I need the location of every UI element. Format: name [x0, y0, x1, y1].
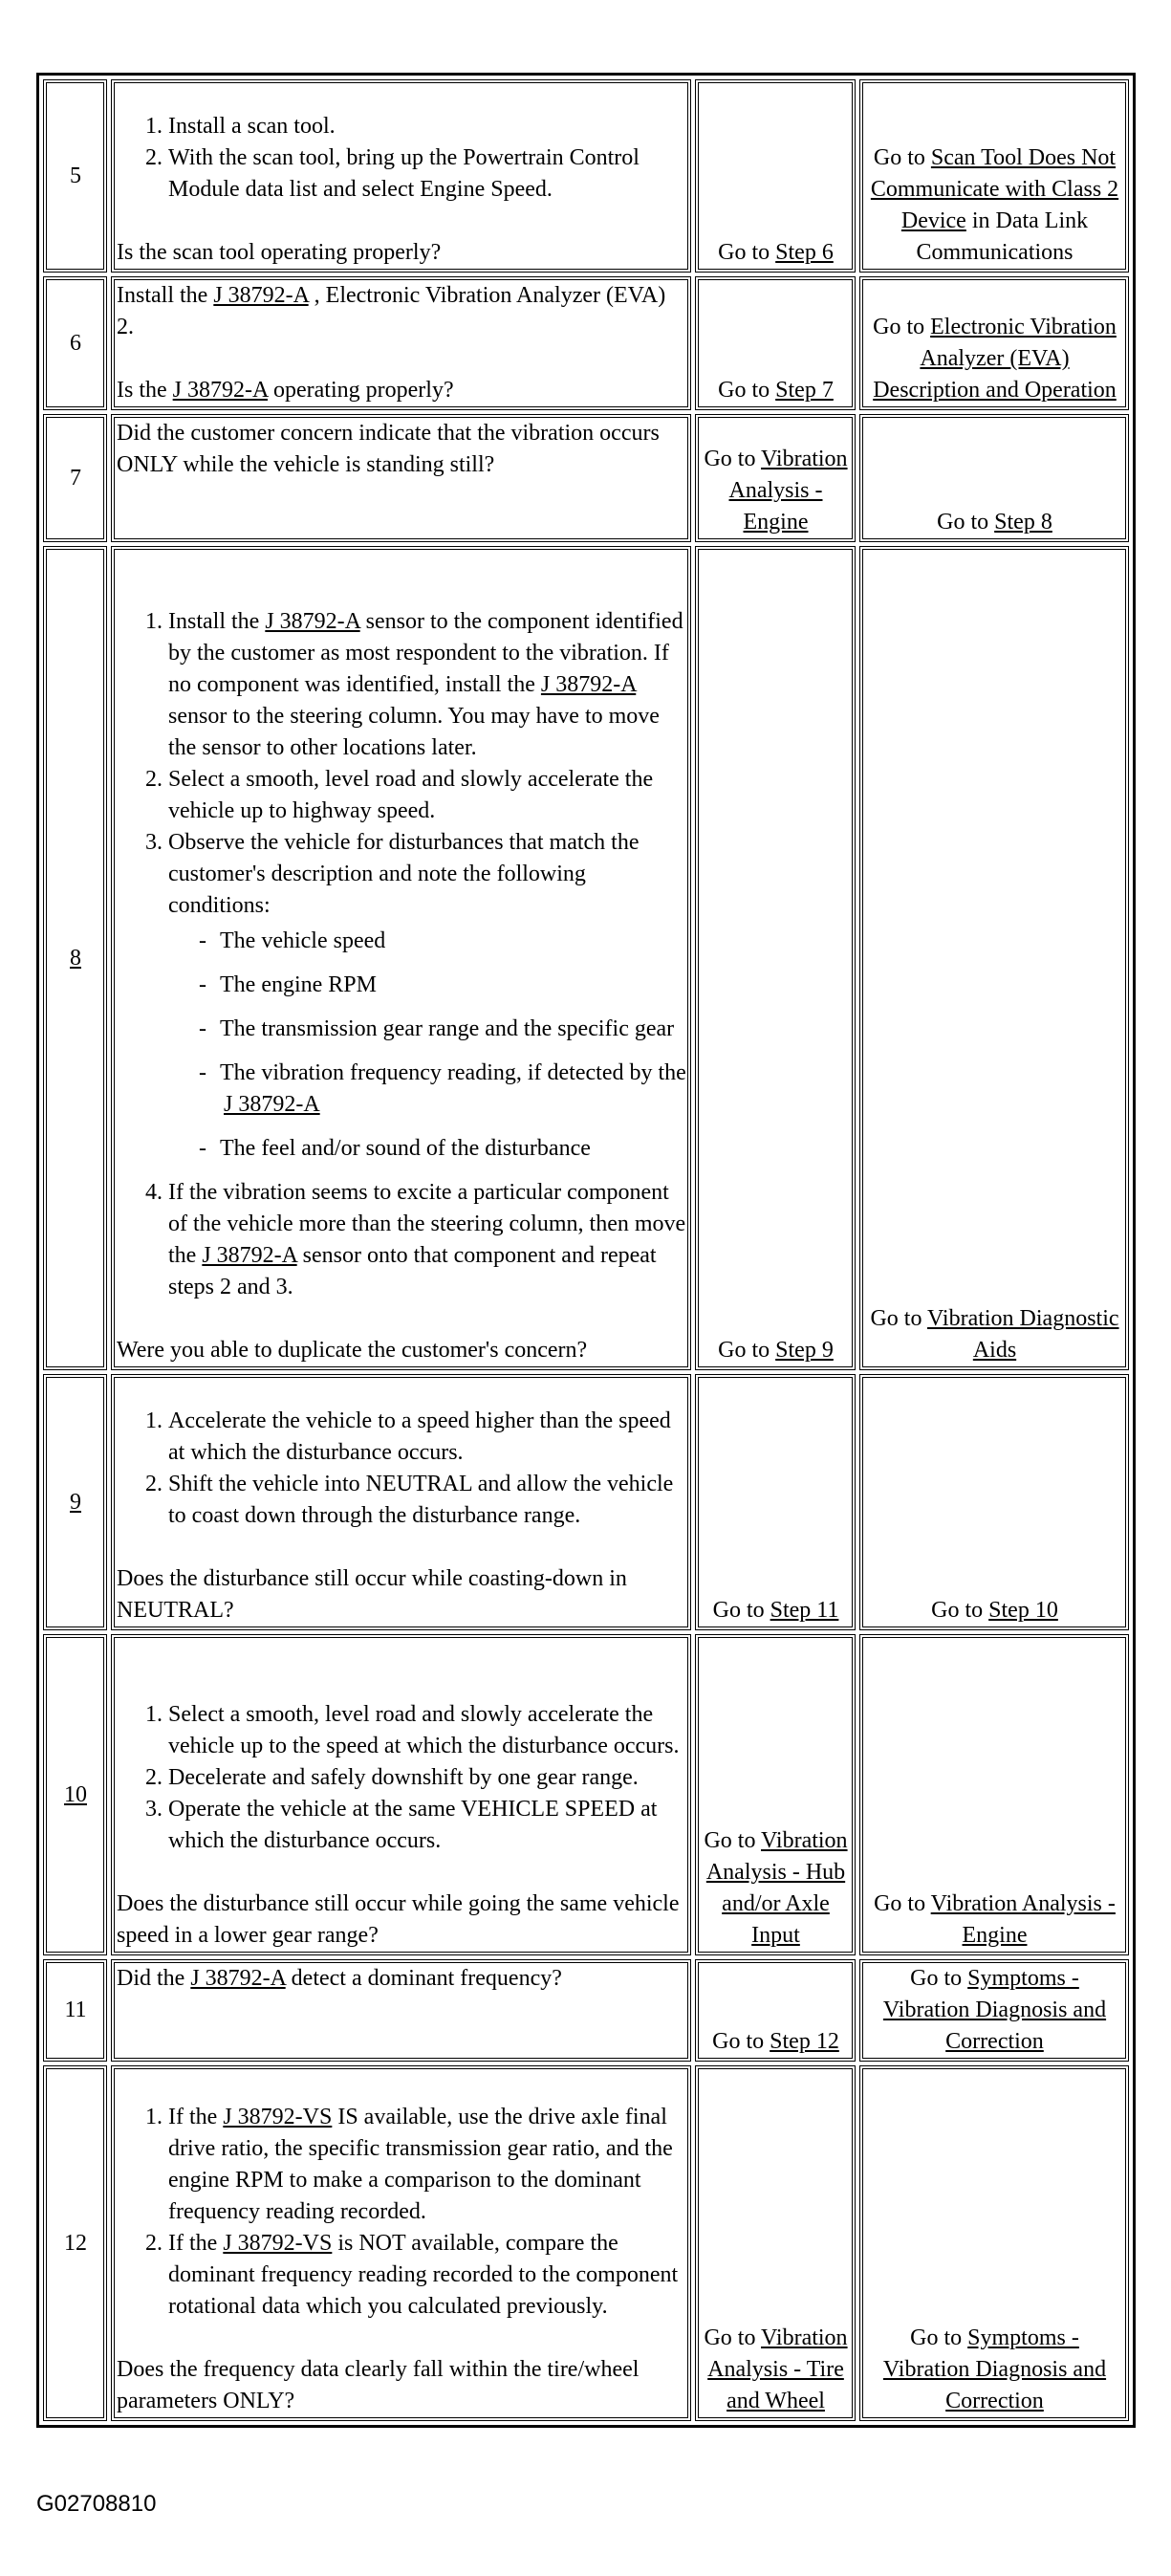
procedure-link[interactable]: Symptoms - Vibration Diagnosis and Correction [882, 1966, 1107, 2054]
yes-cell: Go to Vibration Analysis - Tire and Wheel [695, 2065, 856, 2421]
tool-link[interactable]: J 38792-A [213, 283, 309, 308]
table-row [43, 414, 1129, 542]
step-number-link[interactable]: 10 [64, 1781, 87, 1807]
list-item: 4. If the vibration seems to excite a particular component of the vehicle more than the steering column, then move the J 38792-A sensor onto that component and repeat steps 2 and 3. [168, 1177, 686, 1303]
question-text: Does the disturbance still occur while going the same vehicle speed in a lower gear range? [117, 1891, 680, 1948]
tool-link[interactable]: J 38792-A [224, 1092, 320, 1117]
table-row [43, 546, 1129, 1370]
no-cell: Go to Electronic Vibration Analyzer (EVA) Description and Operation [859, 276, 1129, 410]
tool-link[interactable]: J 38792-A [172, 378, 268, 403]
table-row [43, 2065, 1129, 2421]
procedure-link[interactable]: Vibration Analysis - Hub and/or Axle Input [705, 1828, 848, 1948]
tool-link[interactable]: J 38792-A [540, 672, 637, 697]
list-item: - The feel and/or sound of the disturbance [199, 1133, 686, 1165]
question-text: Does the frequency data clearly fall within the tire/wheel parameters ONLY? [117, 2357, 640, 2413]
table-row [43, 1959, 1129, 2062]
list-item: 1. Accelerate the vehicle to a speed higher than the speed at which the disturbance occurs. [168, 1406, 686, 1469]
tool-link[interactable]: J 38792-VS [223, 2105, 333, 2129]
procedure-link[interactable]: Vibration Analysis - Engine [728, 447, 848, 535]
step-number [43, 1634, 107, 1955]
condition-list [168, 926, 686, 1165]
table-row [43, 79, 1129, 273]
step-link[interactable]: Step 12 [770, 2029, 839, 2054]
no-cell: Go to Symptoms - Vibration Diagnosis and Correction [859, 1959, 1129, 2062]
yes-cell: Go to Vibration Analysis - Hub and/or Axle Input [695, 1634, 856, 1955]
procedure-link[interactable]: Scan Tool Does Not Communicate with Class 2 Device [870, 145, 1119, 233]
action-cell [111, 1374, 691, 1630]
question-text: Is the J 38792-A operating properly? [117, 378, 454, 403]
table-row [43, 276, 1129, 410]
action-cell [111, 1634, 691, 1955]
list-item: 2. With the scan tool, bring up the Powertrain Control Module data list and select Engine Speed. [168, 142, 686, 206]
tool-link[interactable]: J 38792-A [202, 1243, 297, 1268]
procedure-link[interactable]: Symptoms - Vibration Diagnosis and Correction [882, 2325, 1107, 2413]
action-cell [111, 1959, 691, 2062]
action-cell [111, 2065, 691, 2421]
question-text: Did the customer concern indicate that the vibration occurs ONLY while the vehicle is standing still? [117, 421, 660, 477]
no-cell: Go to Step 8 [859, 414, 1129, 542]
question-text: Were you able to duplicate the customer's concern? [117, 1338, 588, 1363]
list-item: 1. Install a scan tool. [168, 111, 686, 142]
list-item: 1. Install the J 38792-A sensor to the component identified by the customer as most respondent to the vibration. If no component was identified, install the J 38792-A sensor to the steering column. You may have to move the sensor to other locations later. [168, 606, 686, 764]
list-item: 2. If the J 38792-VS is NOT available, compare the dominant frequency reading recorded to the component rotational data which you calculated previously. [168, 2228, 686, 2323]
action-cell [111, 79, 691, 273]
step-link[interactable]: Step 8 [994, 510, 1052, 535]
no-cell: Go to Scan Tool Does Not Communicate with Class 2 Device in Data Link Communications [859, 79, 1129, 273]
list-item: 3. Observe the vehicle for disturbances that match the customer's description and note the following conditions: - The vehicle speed - The engine RPM - The transmission gear range and the specific gear - The vibration frequency reading, if detected by the J 38792-A - The feel and/or sound of the disturbance [168, 827, 686, 1165]
action-cell [111, 414, 691, 542]
list-item: 2. Decelerate and safely downshift by one gear range. [168, 1762, 686, 1794]
list-item: - The engine RPM [199, 970, 686, 1001]
table-row [43, 1634, 1129, 1955]
action-list [117, 606, 686, 1303]
yes-cell: Go to Step 7 [695, 276, 856, 410]
step-number: 11 [43, 1959, 107, 2062]
step-link[interactable]: Step 6 [775, 240, 834, 265]
list-item: 3. Operate the vehicle at the same VEHICLE SPEED at which the disturbance occurs. [168, 1794, 686, 1857]
yes-cell: Go to Step 12 [695, 1959, 856, 2062]
step-number: 6 [43, 276, 107, 410]
tool-link[interactable]: J 38792-VS [223, 2231, 333, 2256]
step-number [43, 1374, 107, 1630]
procedure-link[interactable]: Electronic Vibration Analyzer (EVA) Description and Operation [873, 315, 1117, 403]
procedure-link[interactable]: Vibration Analysis - Engine [930, 1891, 1116, 1948]
question-text: Is the scan tool operating properly? [117, 240, 442, 265]
yes-cell: Go to Vibration Analysis - Engine [695, 414, 856, 542]
action-text: Install the J 38792-A , Electronic Vibration Analyzer (EVA) 2. [117, 283, 666, 339]
list-item: - The vibration frequency reading, if detected by the J 38792-A [199, 1058, 686, 1121]
no-cell: Go to Vibration Diagnostic Aids [859, 546, 1129, 1370]
action-list [117, 1699, 686, 1857]
action-cell [111, 546, 691, 1370]
step-number-link[interactable]: 8 [70, 945, 81, 971]
question-text: Does the disturbance still occur while coasting-down in NEUTRAL? [117, 1566, 627, 1623]
tool-link[interactable]: J 38792-A [265, 609, 360, 634]
list-item: - The transmission gear range and the specific gear [199, 1014, 686, 1045]
figure-id: G02708810 [36, 2491, 157, 2517]
step-link[interactable]: Step 9 [775, 1338, 834, 1363]
question-text: Did the J 38792-A detect a dominant frequency? [117, 1966, 562, 1991]
step-number: 5 [43, 79, 107, 273]
step-number: 12 [43, 2065, 107, 2421]
list-item: 2. Select a smooth, level road and slowly accelerate the vehicle up to highway speed. [168, 764, 686, 827]
step-number: 7 [43, 414, 107, 542]
action-list [117, 1406, 686, 1532]
action-list [117, 2102, 686, 2323]
list-item: 1. Select a smooth, level road and slowly accelerate the vehicle up to the speed at which the disturbance occurs. [168, 1699, 686, 1762]
procedure-link[interactable]: Vibration Analysis - Tire and Wheel [707, 2325, 848, 2413]
list-item: 2. Shift the vehicle into NEUTRAL and allow the vehicle to coast down through the disturbance range. [168, 1469, 686, 1532]
step-link[interactable]: Step 10 [988, 1598, 1058, 1623]
action-list [117, 111, 686, 206]
list-item: 1. If the J 38792-VS IS available, use the drive axle final drive ratio, the specific transmission gear ratio, and the engine RPM to make a comparison to the dominant frequency reading recorded. [168, 2102, 686, 2228]
action-cell [111, 276, 691, 410]
step-link[interactable]: Step 7 [775, 378, 834, 403]
procedure-link[interactable]: Vibration Diagnostic Aids [927, 1306, 1119, 1363]
table-row [43, 1374, 1129, 1630]
no-cell: Go to Step 10 [859, 1374, 1129, 1630]
yes-cell: Go to Step 9 [695, 546, 856, 1370]
yes-cell: Go to Step 11 [695, 1374, 856, 1630]
no-cell: Go to Vibration Analysis - Engine [859, 1634, 1129, 1955]
diagnostic-steps-table [36, 73, 1136, 2428]
step-number [43, 546, 107, 1370]
step-link[interactable]: Step 11 [770, 1598, 839, 1623]
step-number-link[interactable]: 9 [70, 1489, 81, 1515]
no-cell: Go to Symptoms - Vibration Diagnosis and Correction [859, 2065, 1129, 2421]
tool-link[interactable]: J 38792-A [190, 1966, 286, 1991]
yes-cell: Go to Step 6 [695, 79, 856, 273]
list-item: - The vehicle speed [199, 926, 686, 957]
